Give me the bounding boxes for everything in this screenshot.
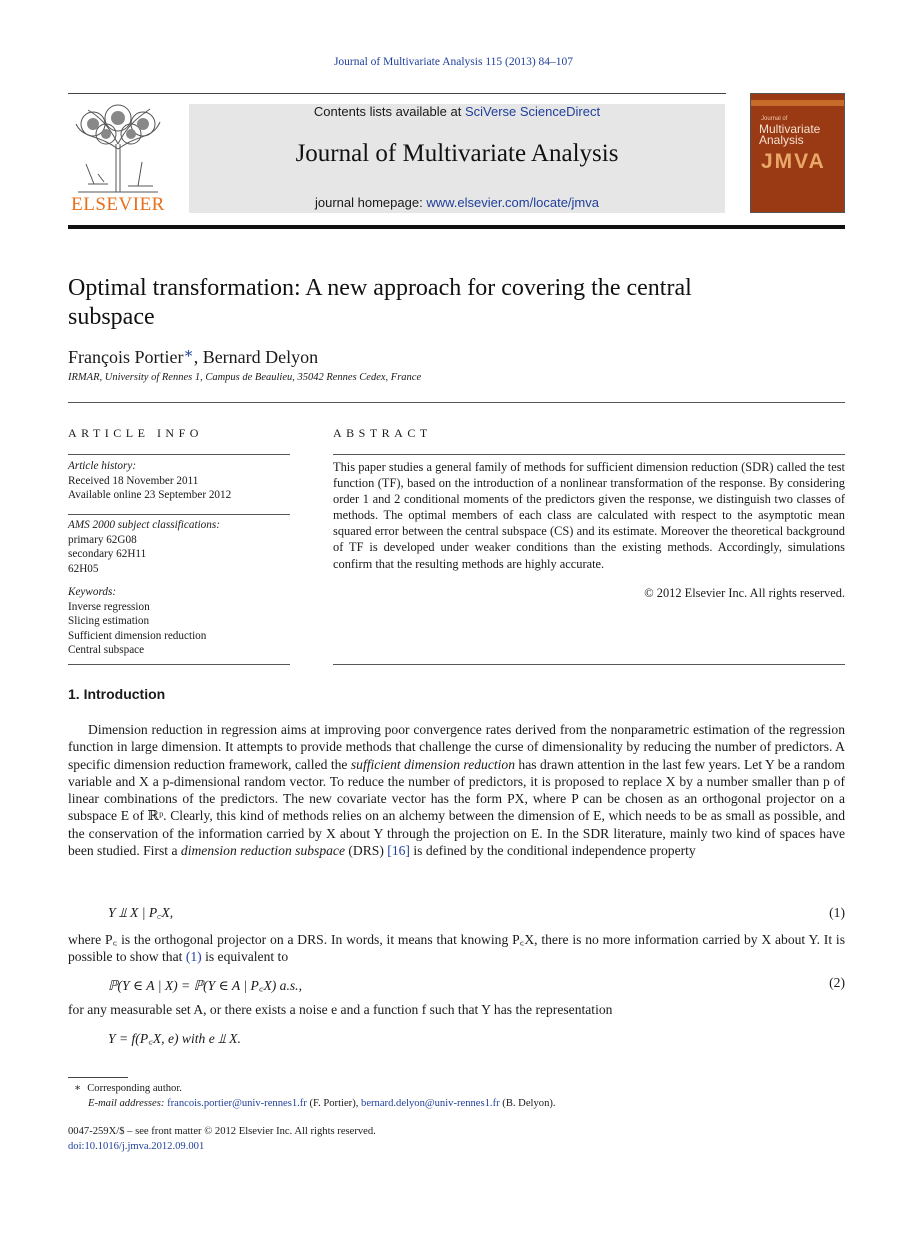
journal-citation[interactable]: Journal of Multivariate Analysis 115 (2013) 84–107 — [333, 56, 574, 68]
equation-2: ℙ(Y ∈ A | X) = ℙ(Y ∈ A | P꜀X) a.s., — [108, 978, 302, 993]
email-label: E-mail addresses: — [88, 1098, 168, 1109]
email-portier-link[interactable]: francois.portier@univ-rennes1.fr — [167, 1098, 307, 1109]
p2-text-a: where P꜀ is the orthogonal projector on a DRS. In words, it means that knowing P꜀X, there is no more information carried by X about Y. It is possible to show that — [68, 932, 845, 965]
equation-1: Y ⫫ X | P꜀X, — [108, 905, 174, 920]
p1-text-d: is defined by the conditional independence property — [409, 843, 696, 859]
keyword-item: Slicing estimation — [68, 615, 150, 627]
abstract-label: ABSTRACT — [333, 426, 432, 440]
corresponding-text: Corresponding author. — [87, 1083, 182, 1094]
cover-abbr: JMVA — [761, 150, 826, 173]
footnote-rule — [68, 1077, 128, 1078]
ams-item: primary 62G08 — [68, 533, 137, 546]
ams-classifications — [68, 518, 290, 576]
sciencedirect-link[interactable]: SciVerse ScienceDirect — [464, 104, 601, 119]
homepage-link[interactable]: www.elsevier.com/locate/jmva — [426, 195, 599, 210]
article-info-label: ARTICLE INFO — [68, 426, 203, 440]
authors — [68, 344, 318, 368]
reference-16[interactable]: [16] — [387, 843, 410, 859]
author-portier: François Portier — [68, 347, 184, 367]
p1-emphasis: sufficient dimension reduction — [350, 756, 516, 772]
abstract-rule — [333, 454, 845, 455]
email-delyon-link[interactable]: bernard.delyon@univ-rennes1.fr — [361, 1098, 500, 1109]
p1-text-b: has drawn attention in the last few years. Let Y be a random variable and X a p-dimensional random vector. To reduce the number of predictors, it is proposed to replace X by a number smaller than p of linear combinations of the predictors. The new covariate vector has the form PX, where P can be chosen as an orthogonal projector on a subspace E of ℝᵖ. Clearly, this kind of methods relies on an alchemy between the dimension of E, which needs to be as small as possible, and the conservation of the information carried by X about Y through the projection on E. In the SDR literature, mainly two kind of spaces have been studied. First a — [68, 756, 845, 859]
equation-2-number: (2) — [829, 975, 845, 990]
contents-line — [189, 104, 725, 119]
received-date: Received 18 November 2011 — [68, 474, 199, 487]
article-info-rule — [68, 454, 290, 455]
ams-head: AMS 2000 subject classifications: — [68, 519, 220, 531]
author-separator: , — [193, 347, 203, 367]
footnote-star: ∗ — [74, 1083, 82, 1094]
header-thick-rule — [68, 225, 845, 229]
ams-item: 62H05 — [68, 562, 99, 575]
p2-text-b: is equivalent to — [201, 949, 289, 965]
keywords — [68, 585, 290, 658]
abstract-text: This paper studies a general family of methods for sufficient dimension reduction (SDR) called the test function (TF), based on the introduction of a nonlinear transformation of the response. By considering order 1 and 2 conditional moments of the predictors given the response, we distinguish two classes of methods. The optimal members of each class are calculated with respect to the asymptotic mean squared error between the central subspace (CS) and its estimate. Moreover the theoretical background of TF is developed under weaker conditions than the existing methods. Accordingly, simulations confirm that the resulting methods are highly accurate. — [333, 460, 845, 571]
author-delyon: Bernard Delyon — [202, 347, 319, 367]
homepage-line — [189, 195, 725, 210]
affiliation: IRMAR, University of Rennes 1, Campus de Beaulieu, 35042 Rennes Cedex, France — [68, 372, 422, 383]
homepage-prefix: journal homepage: — [315, 195, 427, 210]
intro-paragraph-3: for any measurable set A, or there exists a noise e and a function f such that Y has the representation — [68, 1002, 613, 1017]
keyword-item: Sufficient dimension reduction — [68, 629, 207, 642]
ams-item: secondary 62H11 — [68, 548, 147, 560]
available-date: Available online 23 September 2012 — [68, 489, 232, 501]
history-rule — [68, 514, 290, 515]
p1-text-a: Dimension reduction in regression aims at improving poor convergence rates derived from the nonparametric estimation of the regression function in large dimension. It attempts to provide methods that challenge the curse of dimensionality by reducing the number of predictors. A specific dimension reduction framework, called the — [68, 722, 845, 772]
title-divider — [68, 402, 845, 403]
p1-emphasis-2: dimension reduction subspace — [180, 843, 345, 859]
intro-paragraph-2 — [68, 931, 845, 966]
history-head: Article history: — [68, 460, 137, 472]
cover-strip — [751, 100, 844, 106]
contents-prefix: Contents lists available at — [313, 104, 465, 119]
introduction-heading: 1. Introduction — [68, 686, 166, 702]
email-footnote — [88, 1098, 556, 1109]
equation-1-number: (1) — [829, 905, 845, 920]
corresponding-author-marker[interactable]: ∗ — [183, 346, 194, 362]
abstract-copyright: © 2012 Elsevier Inc. All rights reserved. — [644, 586, 845, 600]
corresponding-footnote — [68, 1082, 182, 1094]
cover-small-text: Journal of — [761, 116, 788, 122]
header-top-rule — [68, 93, 726, 94]
journal-cover[interactable] — [750, 93, 845, 213]
cover-title: Multivariate Analysis — [759, 122, 821, 147]
keyword-item: Inverse regression — [68, 600, 150, 613]
article-history — [68, 459, 290, 503]
article-title: Optimal transformation: A new approach for covering the central subspace — [68, 275, 692, 330]
journal-title: Journal of Multivariate Analysis — [295, 140, 619, 167]
keyword-item: Central subspace — [68, 644, 145, 656]
abstract-bottom-rule — [333, 664, 845, 665]
email-delyon-name: (B. Delyon). — [499, 1098, 556, 1109]
doi-link[interactable]: doi:10.1016/j.jmva.2012.09.001 — [68, 1141, 205, 1152]
elsevier-wordmark: ELSEVIER — [71, 194, 165, 215]
intro-paragraph-1 — [68, 721, 845, 859]
front-matter: 0047-259X/$ – see front matter © 2012 Elsevier Inc. All rights reserved. — [68, 1126, 376, 1137]
equation-1-ref[interactable]: (1) — [185, 949, 202, 965]
info-bottom-rule — [68, 664, 290, 665]
keywords-head: Keywords: — [68, 586, 117, 598]
p1-text-c: (DRS) — [345, 843, 388, 859]
email-portier-name: (F. Portier), — [306, 1098, 362, 1109]
equation-3: Y = f(P꜀X, e) with e ⫫ X. — [108, 1031, 241, 1046]
